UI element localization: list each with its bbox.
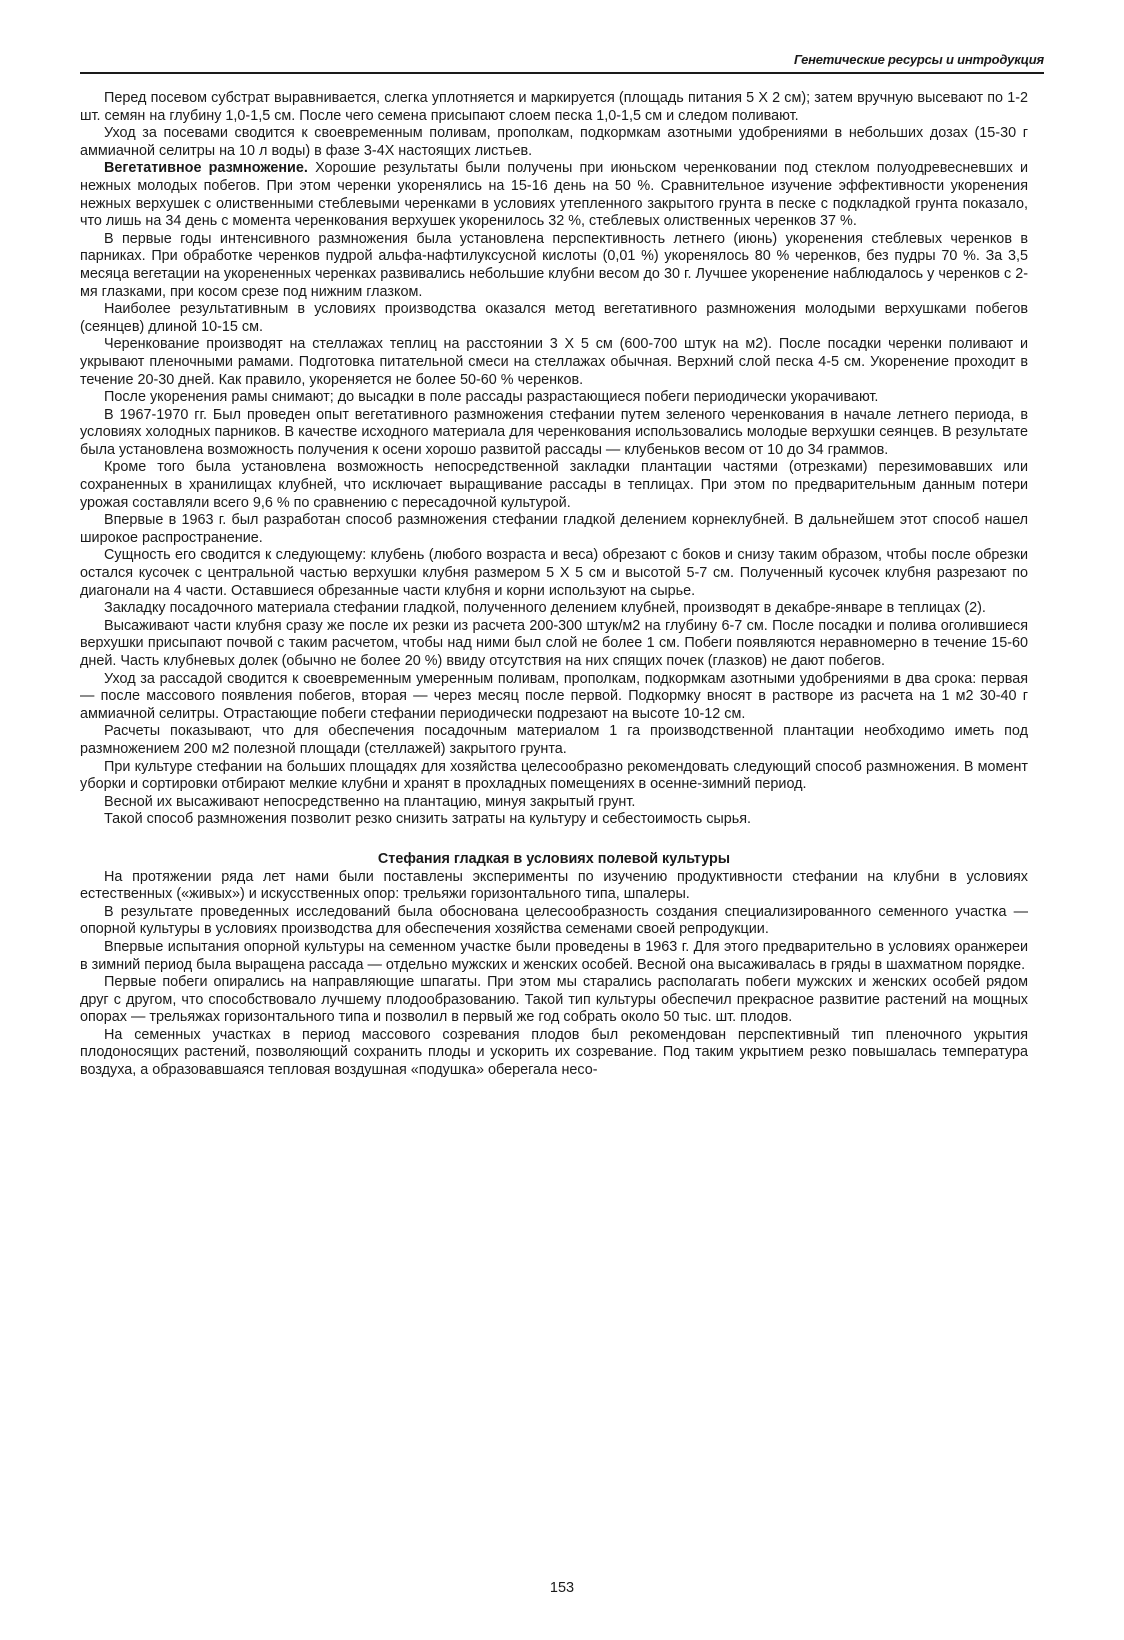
- paragraph: На семенных участках в период массового созревания плодов был рекомендован перспективный тип пленочного укрытия плодоносящих растений, позволяющий сохранить плоды и ускорить их созревание. Под таким укрытием резко повышалась температура воздуха, а образовавшаяся тепловая воздушная «подушка» оберегала несо-: [80, 1026, 1028, 1079]
- paragraph-text: Хорошие результаты были получены при июньском черенковании под стеклом полуодревесневших и нежных молодых побегов. При этом черенки укоренялись на 15-16 день на 50 %. Сравнительное изучение эффективности укоренения нежных верхушек с олиственными стеблевыми черенками в условиях утепленного закрытого грунта в песке с подкладкой грунта показало, что лишь на 34 день с момента черенкования верхушек укоренилось 32 %, стеблевых олиственных черенков 37 %.: [80, 160, 1028, 230]
- paragraph: Первые побеги опирались на направляющие шпагаты. При этом мы старались располагать побеги мужских и женских особей рядом друг с другом, что способствовало лучшему плодообразованию. Такой тип культуры обеспечил прекрасное развитие растений на мощных опорах — трельяжах горизонтального типа и позволил в первый же год собрать около 50 тыс. шт. плодов.: [80, 974, 1028, 1026]
- paragraph: Перед посевом субстрат выравнивается, слегка уплотняется и маркируется (площадь питания 5 X 2 см); затем вручную высевают по 1-2 шт. семян на глубину 1,0-1,5 см. После чего семена присыпают слоем песка 1,0-1,5 см и следом поливают.: [80, 90, 1028, 124]
- paragraph: Впервые испытания опорной культуры на семенном участке были проведены в 1963 г. Для этого предварительно в условиях оранжереи в зимний период была выращена рассада — отдельно мужских и женских особей. Весной она высаживалась в гряды в шахматном порядке.: [80, 938, 1028, 973]
- paragraph: Весной их высаживают непосредственно на плантацию, минуя закрытый грунт.: [104, 793, 636, 810]
- running-title: Генетические ресурсы и интродукция: [793, 52, 1044, 67]
- paragraph: Закладку посадочного материала стефании гладкой, полученного делением клубней, производят в декабре-январе в теплицах (2).: [104, 600, 986, 617]
- paragraph: Высаживают части клубня сразу же после их резки из расчета 200-300 штук/м2 на глубину 6-7 см. После посадки и полива оголившиеся верхушки присыпают почвой с таким расчетом, чтобы над ними был слой не более 1 см. Побеги появляются неравномерно в течение 15-60 дней. Часть клубневых долек (обычно не более 20 %) ввиду отсутствия на них спящих почек (глазков) не дают побегов.: [80, 617, 1028, 669]
- paragraph: Сущность его сводится к следующему: клубень (любого возраста и веса) обрезают с боков и снизу таким образом, чтобы после обрезки остался кусочек с центральной частью верхушки клубня размером 5 X 5 см и высотой 5-7 см. Полученный кусочек клубня разрезают по диагонали на 4 части. Оставшиеся обрезанные части клубня и корни используют на сырье.: [80, 547, 1028, 599]
- paragraph: На протяжении ряда лет нами были поставлены эксперименты по изучению продуктивности стефании на клубни в условиях естественных («живых») и искусственных опор: трельяжи горизонтального типа, шпалеры.: [80, 868, 1028, 903]
- paragraph: Черенкование производят на стеллажах теплиц на расстоянии 3 X 5 см (600-700 штук на м2). После посадки черенки поливают и укрывают пленочными рамами. Подготовка питательной смеси на стеллажах обычная. Верхний слой песка 4-5 см. Укоренение проходит в течение 20-30 дней. Как правило, укореняется не более 50-60 % черенков.: [80, 336, 1028, 388]
- paragraph: Кроме того была установлена возможность непосредственной закладки плантации частями (отрезками) перезимовавших или сохраненных в хранилищах клубней, что исключает выращивание рассады в теплицах. При этом по предварительным данным потери урожая составляли всего 9,6 % по сравнению с пересадочной культурой.: [80, 459, 1028, 511]
- section-heading: Стефания гладкая в условиях полевой культуры: [377, 850, 731, 867]
- paragraph: В 1967-1970 гг. Был проведен опыт вегетативного размножения стефании путем зеленого черенкования в начале летнего периода, в условиях холодных парников. В качестве исходного материала для черенкования использовались молодые верхушки сеянцев. В результате была установлена возможность получения к осени хорошо развитой рассады — клубеньков весом от 10 до 34 граммов.: [80, 406, 1028, 458]
- paragraph: Уход за рассадой сводится к своевременным умеренным поливам, прополкам, подкормкам азотными удобрениями в два срока: первая — после массового появления побегов, вторая — через месяц после первой. Подкормку вносят в растворе из расчета на 1 м2 30-40 г аммиачной селитры. Отрастающие побеги стефании периодически подрезают на высоте 10-12 см.: [80, 670, 1028, 722]
- run-in-heading: Вегетативное размножение.: [104, 160, 308, 177]
- paragraph: После укоренения рамы снимают; до высадки в поле рассады разрастающиеся побеги периодически укорачивают.: [104, 389, 879, 406]
- paragraph: Наиболее результативным в условиях производства оказался метод вегетативного размножения молодыми верхушками побегов (сеянцев) длиной 10-15 см.: [80, 301, 1028, 335]
- paragraph-vegetative-propagation: [80, 160, 1028, 230]
- page-body: [80, 90, 1028, 1080]
- paragraph: Такой способ размножения позволит резко снизить затраты на культуру и себестоимость сырья.: [104, 811, 752, 828]
- paragraph: Расчеты показывают, что для обеспечения посадочным материалом 1 га производственной плантации необходимо иметь под размножением 200 м2 полезной площади (стеллажей) закрытого грунта.: [80, 723, 1028, 757]
- paragraph: При культуре стефании на больших площадях для хозяйства целесообразно рекомендовать следующий способ размножения. В момент уборки и сортировки отбирают мелкие клубни и хранят в прохладных помещениях в осенне-зимний период.: [80, 758, 1028, 793]
- paragraph: В результате проведенных исследований была обоснована целесообразность создания специализированного семенного участка — опорной культуры в условиях производства для обеспечения хозяйства семенами своей репродукции.: [80, 903, 1028, 938]
- running-header: [80, 50, 1044, 74]
- paragraph: В первые годы интенсивного размножения была установлена перспективность летнего (июнь) укоренения стеблевых черенков в парниках. При обработке черенков пудрой альфа-нафтилуксусной кислоты (0,01 %) укоренялось 80 % черенков, без пудры 70 %. За 3,5 месяца вегетации на укорененных черенках развивались небольшие клубни весом до 30 г. Лучшее укоренение наблюдалось у черенков с 2-мя глазками, при косом срезе под нижним глазком.: [80, 230, 1028, 300]
- page-number: 153: [549, 1580, 575, 1596]
- paragraph: Уход за посевами сводится к своевременным поливам, прополкам, подкормкам азотными удобрениями в небольших дозах (15-30 г аммиачной селитры на 10 л воды) в фазе 3-4Х настоящих листьев.: [80, 125, 1028, 159]
- paragraph: Впервые в 1963 г. был разработан способ размножения стефании гладкой делением корнеклубней. В дальнейшем этот способ нашел широкое распространение.: [80, 512, 1028, 546]
